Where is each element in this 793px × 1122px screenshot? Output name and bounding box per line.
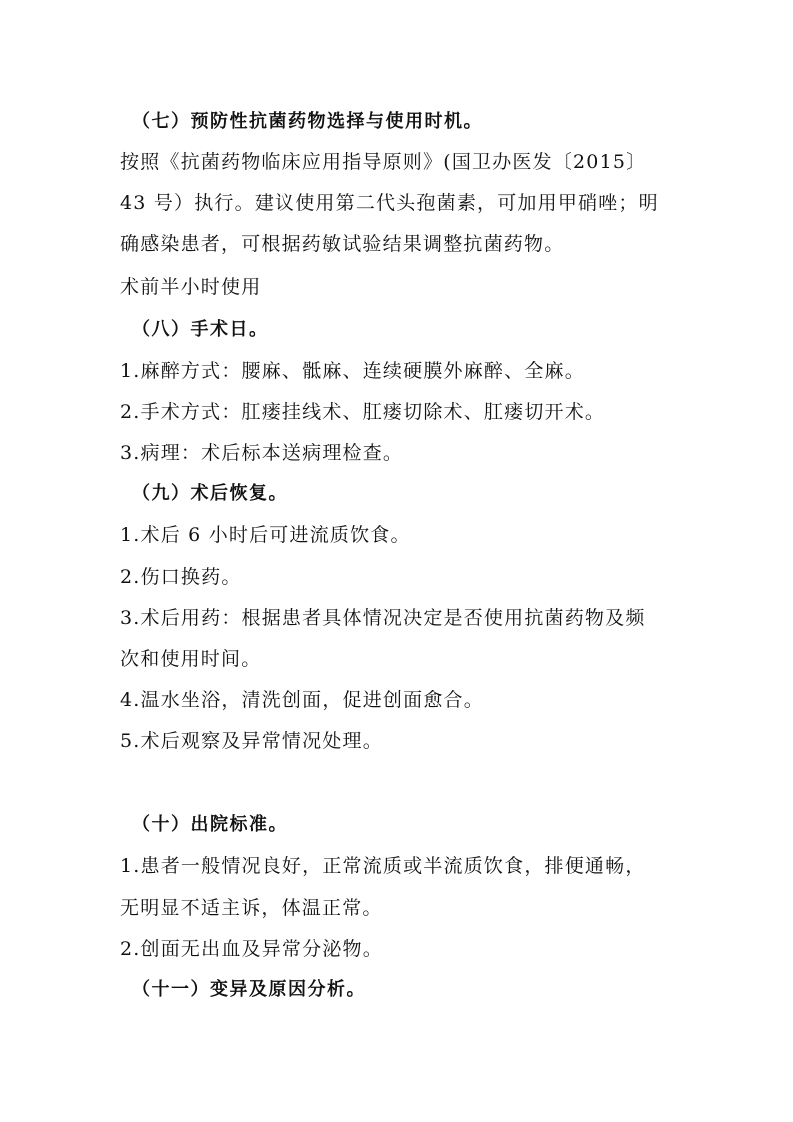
list-item: 2.伤口换药。	[120, 566, 242, 588]
paragraph-line: 确感染患者，可根据药敏试验结果调整抗菌药物。	[120, 233, 565, 255]
list-item: 5.术后观察及异常情况处理。	[120, 730, 383, 752]
list-item: 3.病理：术后标本送病理检查。	[120, 442, 404, 464]
list-item: 1.术后 6 小时后可进流质饮食。	[120, 524, 411, 546]
section-heading-11: （十一）变异及原因分析。	[132, 979, 366, 1000]
list-item-continuation: 次和使用时间。	[120, 648, 262, 670]
list-item: 1.患者一般情况良好，正常流质或半流质饮食，排便通畅，	[120, 855, 646, 877]
paragraph-line: 43 号）执行。建议使用第二代头孢菌素，可加用甲硝唑；明	[120, 192, 659, 214]
list-item: 2.创面无出血及异常分泌物。	[120, 938, 383, 960]
list-item: 3.术后用药：根据患者具体情况决定是否使用抗菌药物及频	[120, 607, 646, 629]
section-heading-8: （八）手术日。	[132, 319, 269, 340]
paragraph-line: 按照《抗菌药物临床应用指导原则》(国卫办医发〔2015〕	[120, 151, 647, 173]
list-item: 1.麻醉方式：腰麻、骶麻、连续硬膜外麻醉、全麻。	[120, 360, 585, 382]
list-item: 4.温水坐浴，清洗创面，促进创面愈合。	[120, 689, 484, 711]
section-heading-10: （十）出院标准。	[132, 814, 288, 835]
list-item: 2.手术方式：肛瘘挂线术、肛瘘切除术、肛瘘切开术。	[120, 401, 606, 423]
list-item-continuation: 无明显不适主诉，体温正常。	[120, 897, 383, 919]
section-heading-9: （九）术后恢复。	[132, 483, 288, 504]
section-heading-7: （七）预防性抗菌药物选择与使用时机。	[132, 111, 483, 132]
paragraph-line: 术前半小时使用	[120, 276, 262, 298]
